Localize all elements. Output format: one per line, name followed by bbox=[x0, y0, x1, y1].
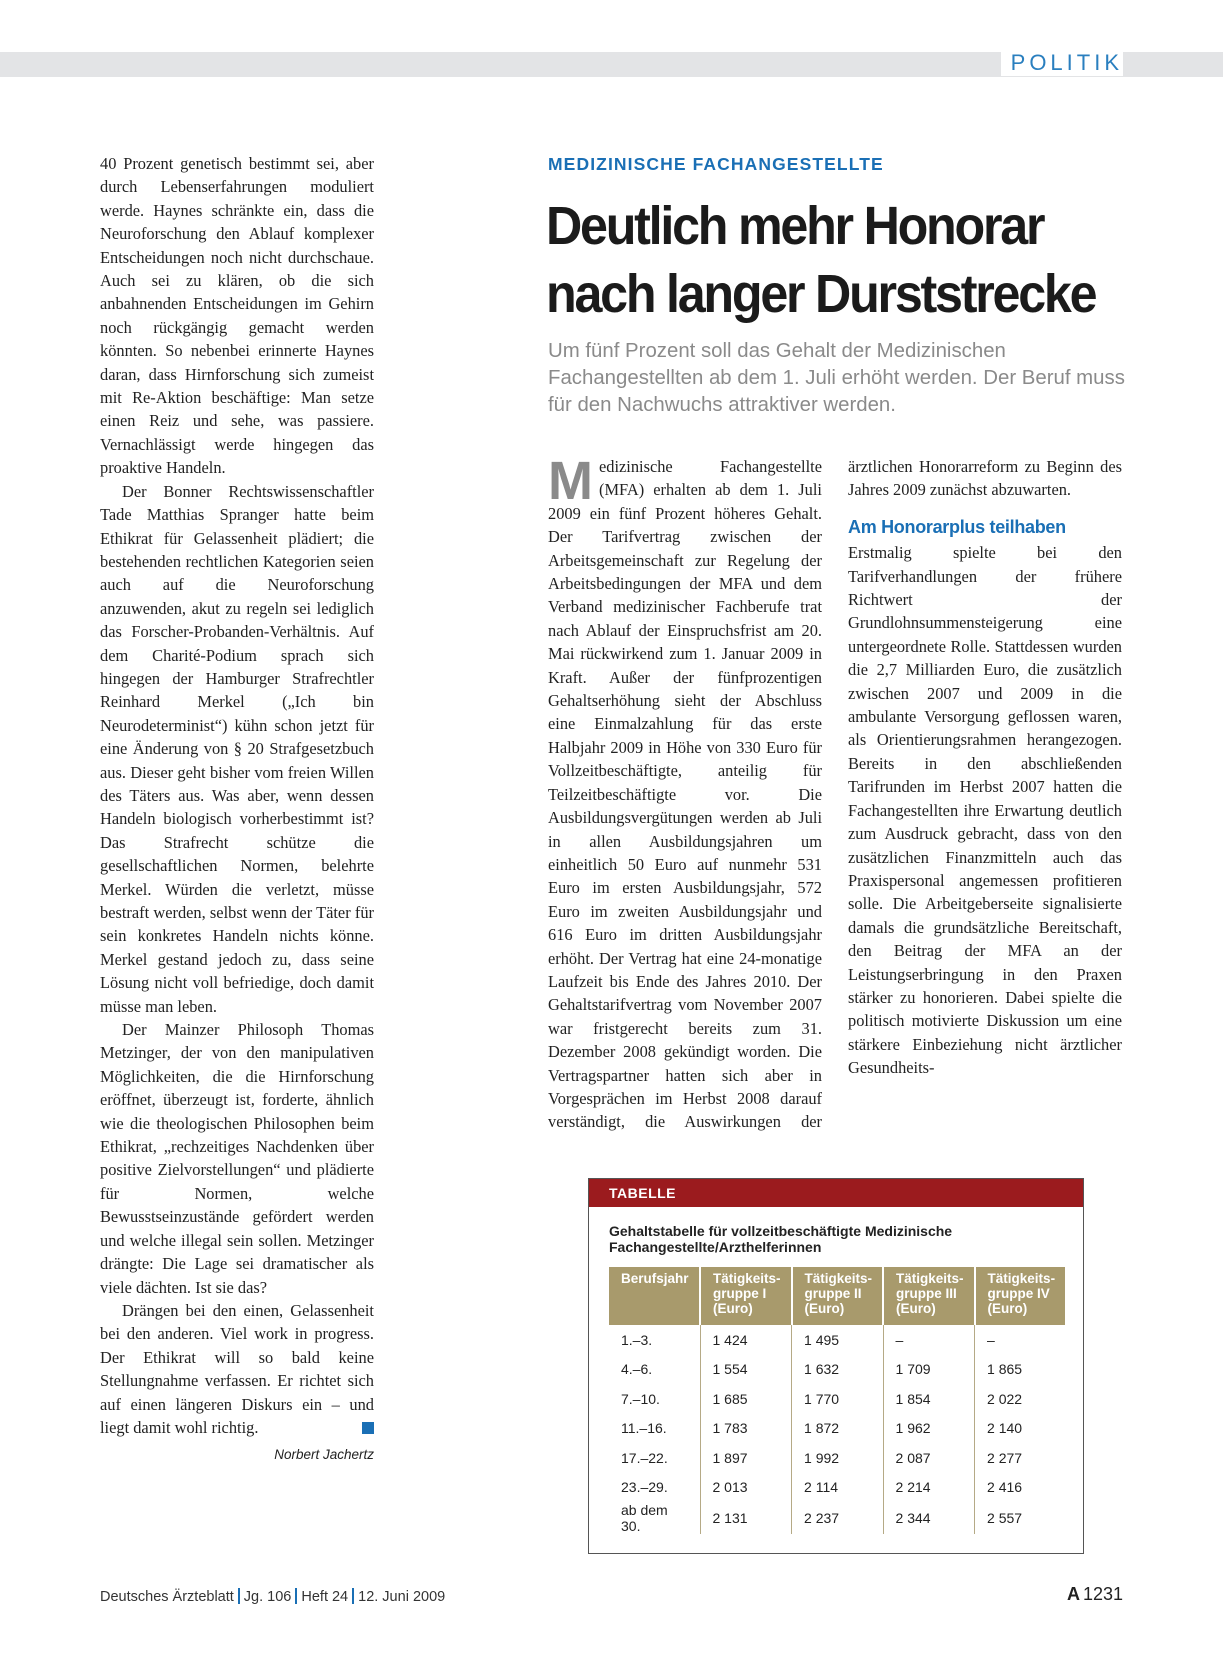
table-header-cell: Berufsjahr bbox=[609, 1267, 700, 1325]
table-cell: 1 770 bbox=[792, 1384, 884, 1414]
footer-separator bbox=[238, 1588, 240, 1604]
table-cell: 1.–3. bbox=[609, 1325, 700, 1355]
journal-issue: Heft 24 bbox=[301, 1589, 349, 1605]
salary-table-box bbox=[588, 1178, 1084, 1554]
left-paragraph: 40 Prozent genetisch bestimmt sei, aber durch Lebenserfahrungen moduliert werde. Haynes schränkte ein, dass die Neuroforschung den Ablauf komplexer Entscheidungen noch nicht durchschaue. Auch sei zu klären, ob die sich anbahnenden Entscheidungen im Gehirn noch rückgängig gemacht werden könnten. So nebenbei erinnerte Haynes daran, dass Hirnforschung sich zumeist mit Re-Aktion beschäftige: Man setze einen Reiz und sehe, was passiere. Vernachlässigt werde hingegen das proaktive Handeln. bbox=[100, 154, 374, 478]
table-cell: 1 783 bbox=[700, 1414, 792, 1444]
table-cell: 4.–6. bbox=[609, 1355, 700, 1385]
table-cell: – bbox=[987, 1331, 995, 1348]
table-row bbox=[609, 1384, 1065, 1414]
table-cell: 1 992 bbox=[792, 1443, 884, 1473]
left-paragraph-last bbox=[100, 1299, 374, 1439]
table-row bbox=[609, 1502, 1065, 1534]
table-cell: 17.–22. bbox=[609, 1443, 700, 1473]
table-cell: 2 013 bbox=[700, 1473, 792, 1503]
table-cell: 23.–29. bbox=[609, 1473, 700, 1503]
table-row bbox=[609, 1443, 1065, 1473]
author-name: Norbert Jachertz bbox=[274, 1447, 374, 1463]
left-paragraph: Der Mainzer Philosoph Thomas Metzinger, der von den manipulativen Möglichkeiten, die die Hirnforschung eröffnet, überzeugt ist, forderte, ähnlich wie die theologischen Philosophen beim Ethikrat, „rechzeitiges Nachdenken über positive Zielvorstellungen“ und plädierte für Normen, welche Bewusstseinzustände gefördert werden und welche illegal sein sollen. Metzinger drängte: Die Lage sei dramatischer als viele dächten. Ist sie das? bbox=[100, 1020, 374, 1297]
table-header-cell: Tätigkeits-gruppe I (Euro) bbox=[700, 1267, 792, 1325]
journal-date: 12. Juni 2009 bbox=[358, 1589, 446, 1605]
left-paragraph-text: Drängen bei den einen, Gelassenheit bei den anderen. Viel work in progress. Der Ethikrat will so bald keine Stellungnahme verfassen. Er richtet sich auf einen längeren Diskurs ein – und liegt damit wohl richtig. bbox=[100, 1300, 374, 1437]
table-header-row bbox=[609, 1267, 1065, 1325]
table-cell: 2 416 bbox=[987, 1479, 1023, 1496]
table-label: TABELLE bbox=[589, 1179, 1083, 1207]
table-cell: 1 685 bbox=[700, 1384, 792, 1414]
dropcap: M bbox=[548, 451, 593, 511]
table-row bbox=[609, 1325, 1065, 1355]
table-cell: 2 214 bbox=[883, 1473, 975, 1503]
table-cell: 2 022 bbox=[987, 1390, 1023, 1407]
table-cell: 2 237 bbox=[792, 1502, 884, 1534]
salary-table bbox=[609, 1267, 1065, 1534]
article-subhead: Am Honorarplus teilhaben bbox=[848, 516, 1066, 537]
table-cell: 2 557 bbox=[987, 1510, 1023, 1526]
page-number bbox=[1067, 1584, 1123, 1605]
article-paragraph-text: edizinische Fachangestellte (MFA) erhalten ab dem 1. Juli 2009 ein fünf Prozent höheres Gehalt. Der Tarifvertrag zwischen der Arbeitsgemeinschaft zur Regelung der Arbeitsbedingungen der MFA und dem Verband medizinischer Fachberufe trat nach Ablauf der Einspruchsfrist am 20. Mai rückwirkend zum 1. Januar 2009 in Kraft. Außer der fünfprozentigen Gehaltserhöhung sieht der Abschluss eine Einmalzahlung für das erste Halbjahr 2009 in Höhe von 330 Euro für Vollzeitbeschäftigte, anteilig für Teilzeitbeschäftigte vor. Die Ausbildungsvergütungen werden ab Juli in allen Ausbildungsjahren um einheitlich 50 Euro auf nunmehr 531 Euro im ersten Ausbildungsjahr, 572 Euro im zweiten Ausbildungsjahr und 616 Euro im dritten Ausbildungsjahr erhöht. Der Vertrag hat eine 24-monatige Laufzeit bis Ende des Jahres 2010. Der Gehaltstarifvertrag vom November 2007 war fristgerecht bereits zum 31. Dezember 2008 gekündigt worden. Die Vertragspartner hatten sich aber in Vorgesprächen im Herbst 2008 darauf verständigt, die Auswirkungen der ärztlichen Honorarreform zu Beginn des Jahres 2009 zunächst abzuwarten. bbox=[548, 457, 1122, 1132]
table-cell: 1 495 bbox=[792, 1325, 884, 1355]
headline-line-1: Deutlich mehr Honorar bbox=[546, 196, 1044, 256]
table-cell: 2 087 bbox=[883, 1443, 975, 1473]
table-header-cell: Tätigkeits-gruppe II (Euro) bbox=[792, 1267, 884, 1325]
table-cell: 2 114 bbox=[792, 1473, 884, 1503]
table-cell: 2 131 bbox=[700, 1502, 792, 1534]
table-cell: 1 709 bbox=[883, 1355, 975, 1385]
end-of-article-icon bbox=[362, 1422, 374, 1434]
table-header-cell: Tätigkeits-gruppe IV (Euro) bbox=[975, 1267, 1066, 1325]
footer-separator bbox=[295, 1588, 297, 1604]
footer-separator bbox=[352, 1588, 354, 1604]
section-label: POLITIK bbox=[1001, 50, 1123, 76]
table-cell: 1 854 bbox=[883, 1384, 975, 1414]
article-kicker: MEDIZINISCHE FACHANGESTELLTE bbox=[548, 154, 884, 174]
table-cell: 7.–10. bbox=[609, 1384, 700, 1414]
article-body bbox=[548, 451, 1122, 1145]
article-headline bbox=[546, 192, 1104, 328]
table-cell: 1 554 bbox=[700, 1355, 792, 1385]
page-footer bbox=[100, 1588, 445, 1605]
page-prefix: A bbox=[1066, 1584, 1080, 1604]
table-row bbox=[609, 1414, 1065, 1444]
table-cell: 1 962 bbox=[883, 1414, 975, 1444]
table-cell: 2 344 bbox=[883, 1502, 975, 1534]
article-paragraph: Erstmalig spielte bei den Tarifverhandlungen der frühere Richtwert der Grundlohnsummensteigerung eine untergeordnete Rolle. Stattdessen wurden die 2,7 Milliarden Euro, die zusätzlich zwischen 2007 und 2009 in die ambulante Versorgung geflossen waren, als Orientierungsrahmen herangezogen. Bereits in den abschließenden Tarifrunden im Herbst 2007 hatten die Fachangestellten ihre Erwartung deutlich zum Ausdruck gebracht, dass von den zusätzlichen Finanzmitteln auch das Praxispersonal angemessen profitieren solle. Die Arbeitgeberseite signalisierte damals die grundsätzliche Bereitschaft, den Beitrag der MFA an der Leistungserbringung in den Praxen stärker zu honorieren. Dabei spielte die politisch motivierte Diskussion um eine stärkere Einbeziehung nicht ärztlicher Gesundheits- bbox=[848, 543, 1122, 1078]
table-row bbox=[609, 1473, 1065, 1503]
table-cell: 1 872 bbox=[792, 1414, 884, 1444]
headline-line-2: nach langer Durststrecke bbox=[546, 264, 1096, 324]
page-number-value: 1231 bbox=[1082, 1584, 1123, 1604]
table-cell: – bbox=[883, 1325, 975, 1355]
table-cell: 1 865 bbox=[987, 1361, 1023, 1378]
table-header-cell: Tätigkeits-gruppe III (Euro) bbox=[883, 1267, 975, 1325]
table-caption: Gehaltstabelle für vollzeitbeschäftigte Medizinische Fachangestellte/Arzthelferinnen bbox=[609, 1223, 953, 1255]
journal-name: Deutsches Ärzteblatt bbox=[100, 1589, 234, 1605]
table-cell: 11.–16. bbox=[609, 1414, 700, 1444]
left-paragraph: Der Bonner Rechtswissenschaftler Tade Matthias Spranger hatte beim Ethikrat für Gelassenheit plädiert; die bestehenden rechtlichen Kategorien seien auch auf die Neuroforschung anzuwenden, akut zu regeln sei lediglich das Forscher-Probanden-Verhältnis. Auf dem Charité-Podium sprach sich hingegen der Hamburger Strafrechtler Reinhard Merkel („Ich bin Neurodeterminist“) kühn schon jetzt für eine Änderung von § 20 Strafgesetzbuch aus. Dieser geht bisher vom freien Willen des Täters aus. Was aber, wenn dessen Handeln biologisch vorherbestimmt ist? Das Strafrecht schütze die gesellschaftlichen Normen, belehrte Merkel. Würden die verletzt, müsse bestraft werden, selbst wenn der Täter für sein konkretes Handeln nichts könne. Merkel gestand jedoch zu, dass seine Lösung nicht voll befriedige, doch damit müsse man leben. bbox=[100, 481, 374, 1016]
journal-volume: Jg. 106 bbox=[243, 1589, 292, 1605]
table-cell: 1 424 bbox=[700, 1325, 792, 1355]
table-cell: 1 632 bbox=[792, 1355, 884, 1385]
table-row bbox=[609, 1355, 1065, 1385]
table-cell: 2 140 bbox=[987, 1420, 1023, 1437]
article-deck: Um fünf Prozent soll das Gehalt der Medizinischen Fachangestellten ab dem 1. Juli erhöht werden. Der Beruf muss für den Nachwuchs attraktiver werden. bbox=[548, 340, 1125, 416]
table-cell: 1 897 bbox=[700, 1443, 792, 1473]
table-cell: 2 277 bbox=[987, 1449, 1023, 1466]
table-cell: ab dem 30. bbox=[609, 1502, 700, 1534]
left-column bbox=[100, 152, 374, 1467]
